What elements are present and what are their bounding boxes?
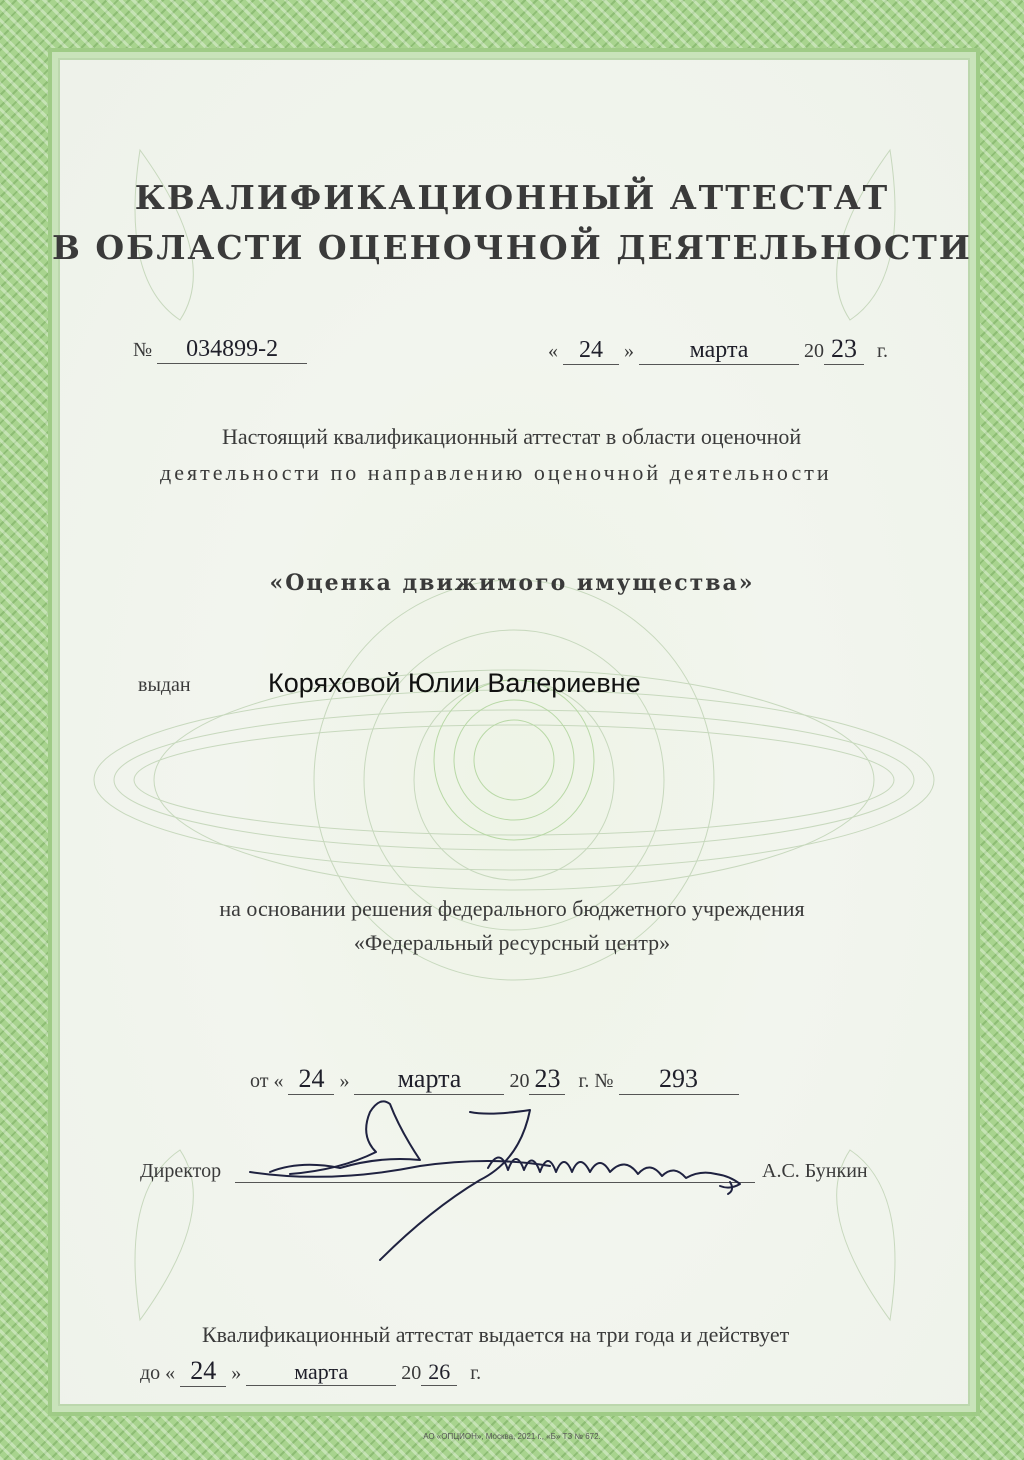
validity-prefix: до « (140, 1362, 176, 1384)
validity-close-quote: » (231, 1362, 242, 1384)
certificate-number: 034899-2 (157, 336, 307, 364)
validity-year-prefix: 20 (401, 1362, 422, 1384)
validity-year-suffix: 26 (421, 1359, 457, 1386)
date-close-quote: » (624, 340, 634, 362)
decision-year-unit: г. № (578, 1070, 614, 1092)
date-open-quote: « (548, 340, 558, 362)
number-prefix: № (133, 339, 153, 361)
decision-month: марта (354, 1064, 504, 1095)
validity-day: 24 (180, 1356, 226, 1387)
validity-line-1: Квалификационный аттестат выдается на три года и действует (202, 1322, 790, 1347)
basis-line-2: «Федеральный ресурсный центр» (353, 930, 671, 955)
date-year-prefix: 20 (804, 340, 824, 362)
decision-day: 24 (288, 1064, 334, 1095)
body-line-1: Настоящий квалификационный аттестат в области оценочной (222, 424, 802, 449)
decision-prefix: от « (250, 1070, 284, 1092)
decision-number: 293 (619, 1064, 739, 1095)
signatory-name: А.С. Бункин (762, 1160, 868, 1182)
printer-imprint: АО «ОПЦИОН», Москва, 2021 г., «Б» ТЗ № 672. (423, 1432, 601, 1441)
validity-month: марта (246, 1359, 396, 1386)
validity-date-row (140, 1356, 481, 1387)
title-line-1: КВАЛИФИКАЦИОННЫЙ АТТЕСТАТ (134, 178, 890, 217)
holder-name: Коряховой Юлии Валериевне (268, 668, 641, 698)
decision-close-quote: » (339, 1070, 350, 1092)
date-year-unit: г. (877, 340, 888, 362)
assessment-direction: «Оценка движимого имущества» (269, 570, 755, 596)
signatory-position: Директор (140, 1160, 222, 1182)
decision-year-prefix: 20 (509, 1070, 530, 1092)
date-month: марта (639, 337, 799, 365)
validity-year-unit: г. (470, 1362, 482, 1384)
handwritten-signature (230, 1090, 770, 1280)
issued-label: выдан (138, 674, 191, 696)
certificate-date-row (548, 334, 888, 365)
decision-year-suffix: 23 (529, 1064, 565, 1095)
date-day: 24 (563, 337, 619, 365)
certificate-number-row (133, 336, 307, 364)
body-line-2: деятельности по направлению оценочной деятельности (160, 460, 832, 485)
date-year-suffix: 23 (824, 334, 864, 365)
title-line-2: В ОБЛАСТИ ОЦЕНОЧНОЙ ДЕЯТЕЛЬНОСТИ (52, 228, 972, 267)
basis-line-1: на основании решения федерального бюджетного учреждения (219, 896, 805, 921)
